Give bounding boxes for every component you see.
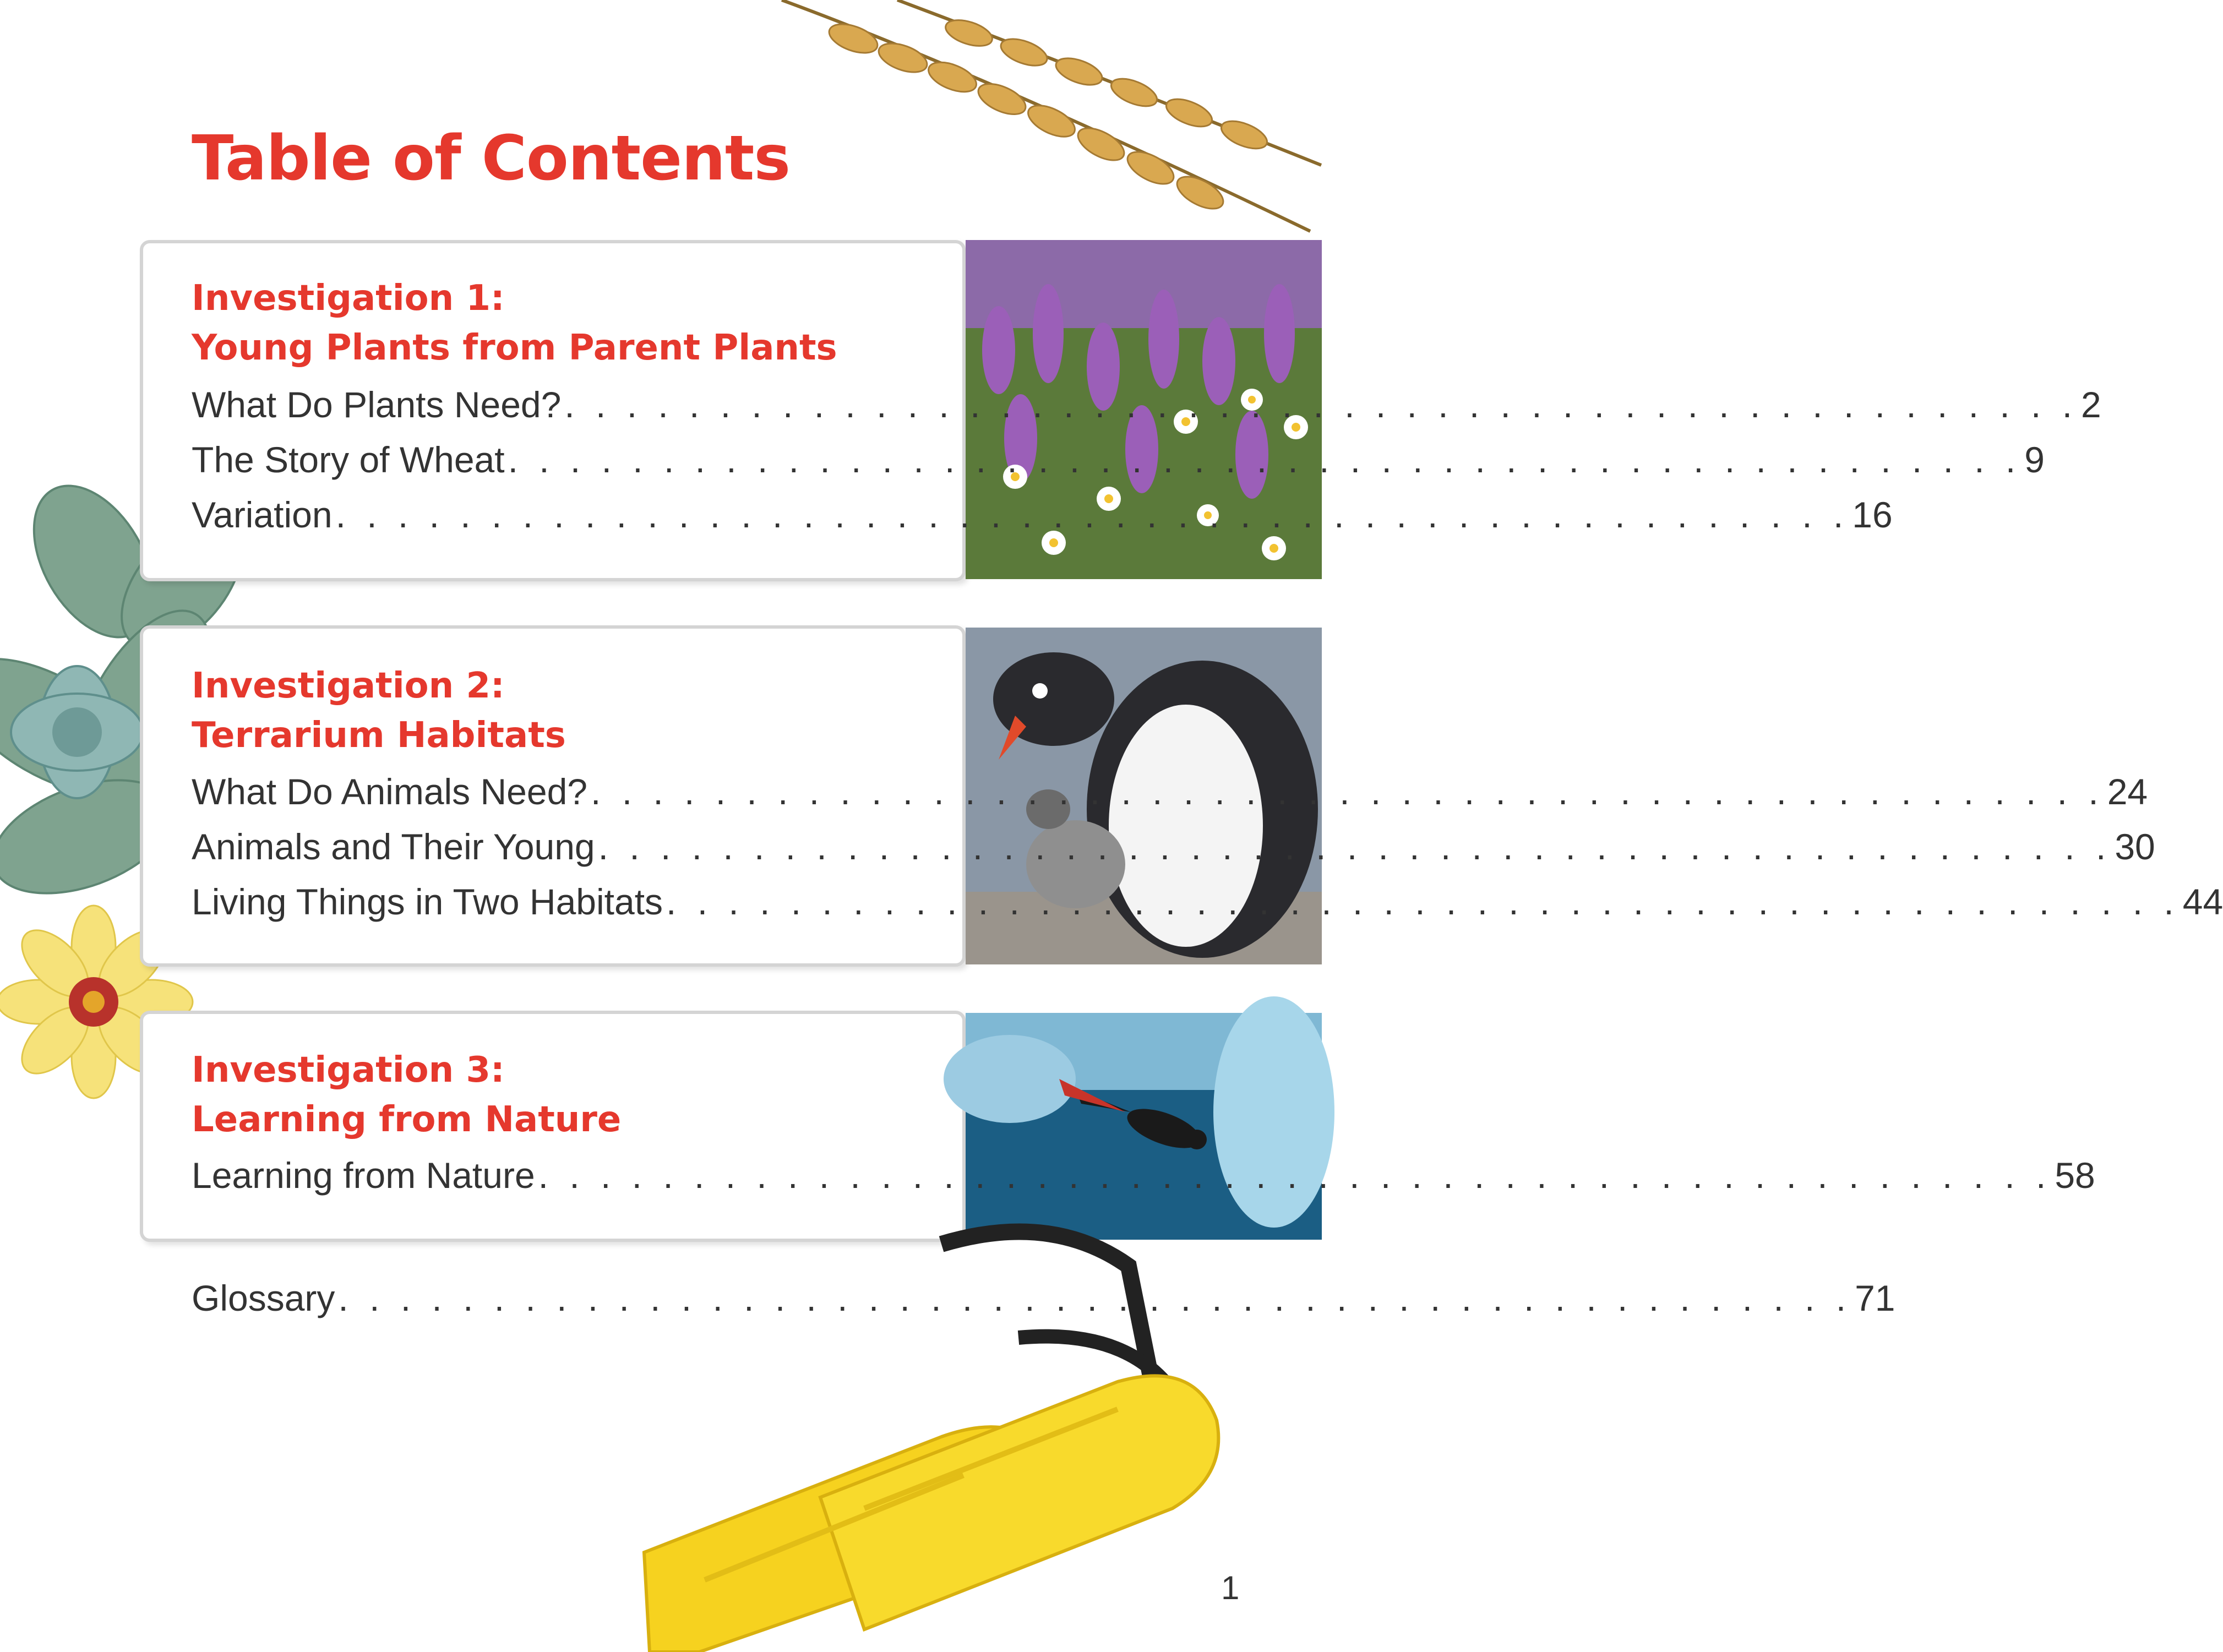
investigation-3-title: Learning from Nature: [192, 1099, 622, 1140]
investigation-1-label: Investigation 1:: [192, 278, 505, 319]
toc-entry[interactable]: [192, 438, 2045, 482]
toc-entry-page: 44: [2182, 881, 2223, 922]
toc-entry-title: Variation: [192, 494, 333, 535]
leader-dots: . . . . . . . . . . . . . . . . . . . . . . . . . . . . . . . . . . . . . . . . . . . . . . . . .: [335, 494, 1849, 535]
investigation-3-label: Investigation 3:: [192, 1050, 505, 1091]
yellow-swim-fins-image: [633, 1200, 1322, 1652]
toc-entry[interactable]: [192, 1153, 2095, 1197]
toc-entry-page: 58: [2055, 1155, 2095, 1196]
toc-entry-page: 16: [1852, 494, 1893, 535]
leader-dots: . . . . . . . . . . . . . . . . . . . . . . . . . . . . . . . . . . . . . . . . . . . . . . . . .: [591, 771, 2104, 812]
leader-dots: . . . . . . . . . . . . . . . . . . . . . . . . . . . . . . . . . . . . . . . . . . . . . . . . .: [538, 1155, 2052, 1196]
leader-dots: . . . . . . . . . . . . . . . . . . . . . . . . . . . . . . . . . . . . . . . . . . . . . . . . .: [508, 439, 2022, 480]
leader-dots: . . . . . . . . . . . . . . . . . . . . . . . . . . . . . . . . . . . . . . . . . . . . . . . . .: [338, 1278, 1852, 1318]
toc-entry[interactable]: [192, 383, 2101, 427]
investigation-2-title: Terrarium Habitats: [192, 715, 566, 756]
toc-entry-title: Learning from Nature: [192, 1155, 535, 1196]
leader-dots: . . . . . . . . . . . . . . . . . . . . . . . . . . . . . . . . . . . . . . . . . . . . . . . . .: [666, 881, 2180, 922]
page-title: Table of Contents: [192, 123, 791, 194]
investigation-1-title: Young Plants from Parent Plants: [192, 328, 837, 368]
toc-entry-page: 24: [2107, 771, 2148, 812]
investigation-2-label: Investigation 2:: [192, 666, 505, 706]
toc-entry-title: What Do Animals Need?: [192, 771, 588, 812]
toc-entry-page: 9: [2024, 439, 2045, 480]
toc-entry[interactable]: [192, 493, 1893, 537]
toc-entry[interactable]: [192, 825, 2155, 869]
toc-entry-title: Living Things in Two Habitats: [192, 881, 663, 922]
toc-entry-title: Glossary: [192, 1278, 335, 1318]
toc-entry-page: 71: [1855, 1278, 1895, 1318]
leader-dots: . . . . . . . . . . . . . . . . . . . . . . . . . . . . . . . . . . . . . . . . . . . . . . . . .: [598, 826, 2112, 867]
toc-entry[interactable]: [192, 770, 2148, 814]
toc-entry-title: What Do Plants Need?: [192, 384, 562, 425]
page-number: 1: [1221, 1569, 1240, 1606]
leader-dots: . . . . . . . . . . . . . . . . . . . . . . . . . . . . . . . . . . . . . . . . . . . . . . . . .: [564, 384, 2078, 425]
toc-entry-title: Animals and Their Young: [192, 826, 595, 867]
toc-entry[interactable]: [192, 880, 2223, 924]
toc-entry-page: 30: [2115, 826, 2155, 867]
toc-entry-page: 2: [2081, 384, 2101, 425]
toc-entry-title: The Story of Wheat: [192, 439, 505, 480]
